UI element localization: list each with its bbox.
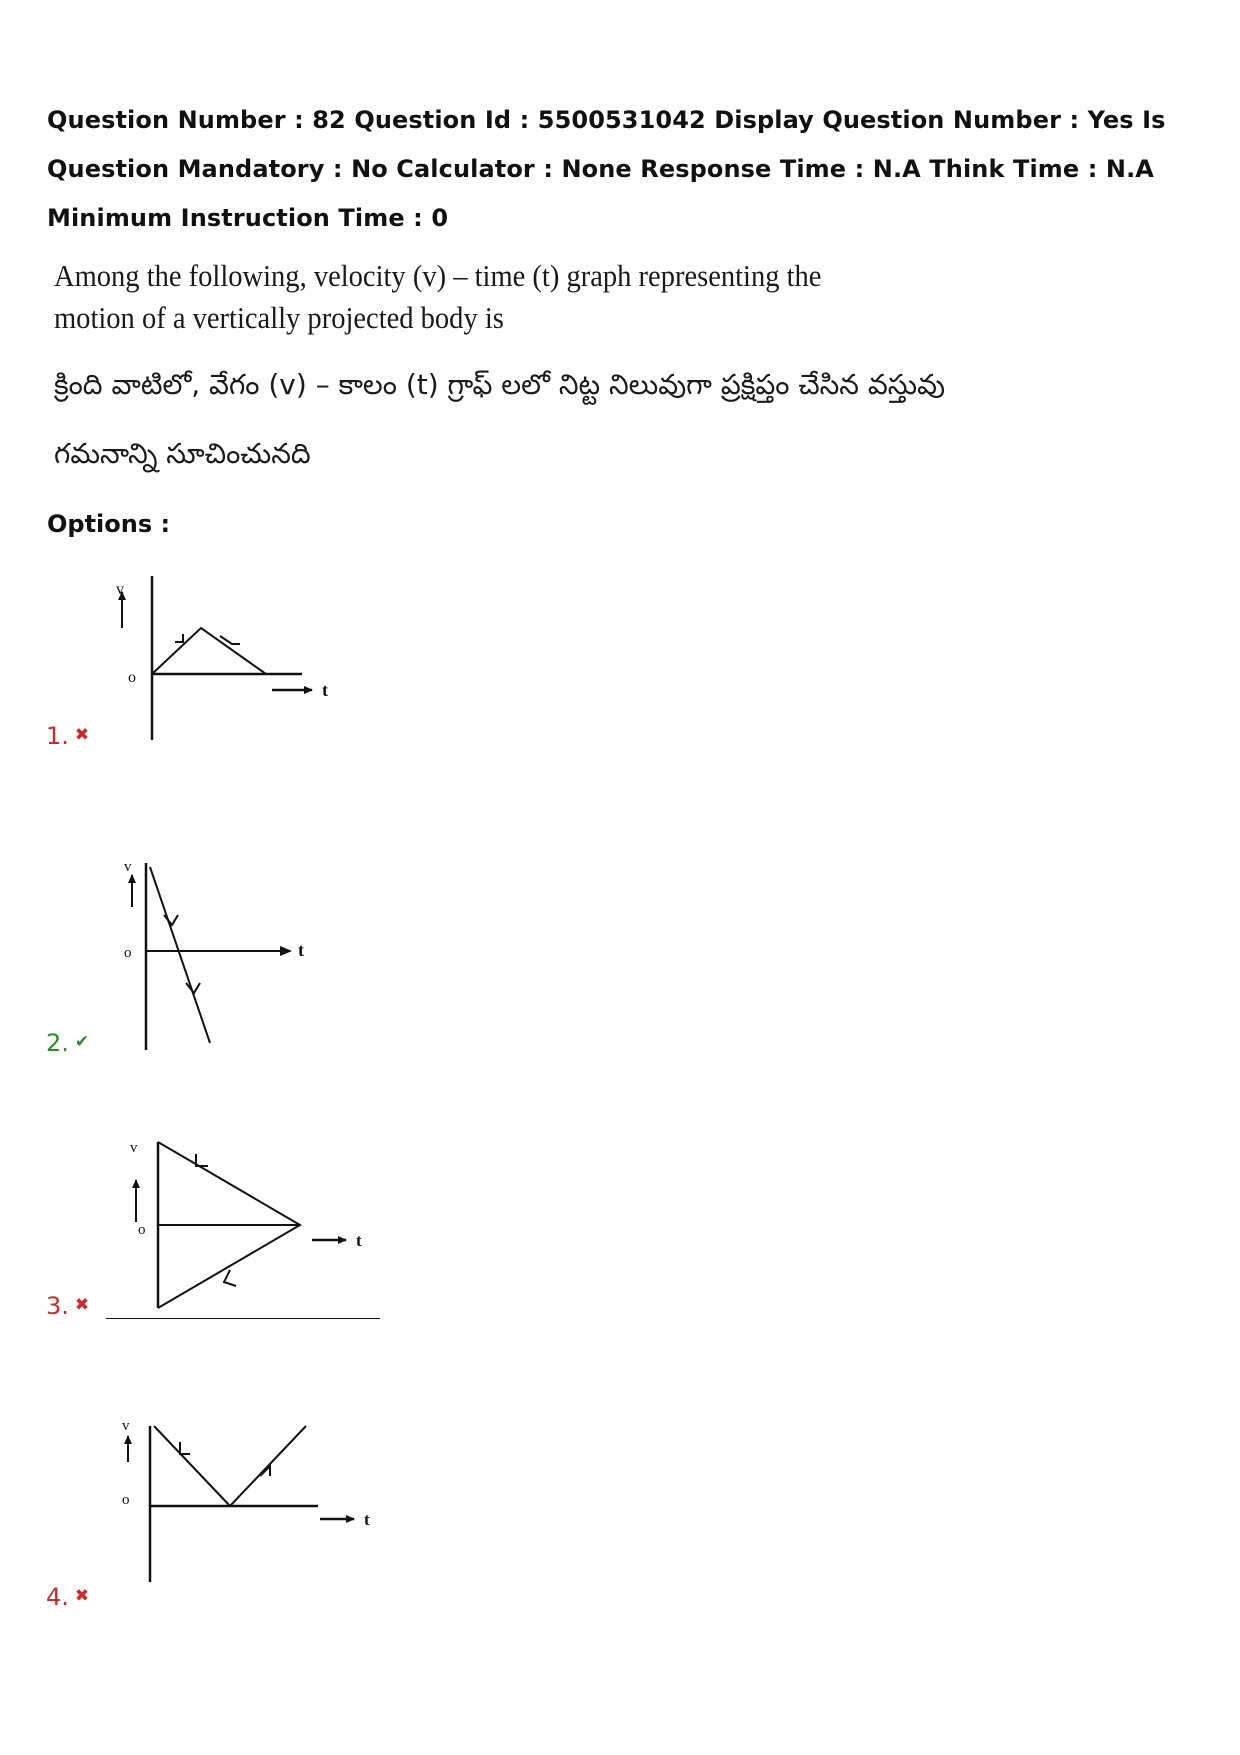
option-number: 3.: [46, 1292, 69, 1320]
origin-label: o: [122, 1492, 130, 1508]
vt-curve: [154, 1426, 306, 1506]
direction-arrow: [164, 915, 178, 925]
t-label: t: [356, 1231, 362, 1250]
v-label: v: [130, 1140, 138, 1156]
t-label: t: [364, 1510, 370, 1529]
option-2[interactable]: [46, 1029, 89, 1057]
correct-mark-icon: ✔: [74, 1032, 90, 1052]
t-arrow-icon: [280, 946, 292, 956]
question-text-telugu-line1: క్రింది వాటిలో, వేగం (v) – కాలం (t) గ్రాఫ్ లలో నిట్ట నిలువుగా ప్రక్షిప్తం చేసిన వస్తువు: [54, 368, 946, 401]
option-3-graph: [100, 1130, 400, 1320]
direction-arrow: [224, 1270, 236, 1286]
question-meta: Question Number : 82 Question Id : 5500531042 Display Question Number : Yes Is Question Mandatory : No Calculator : None Response Time : N.A Think Time : N.A Minimum Instruction Time : 0: [47, 106, 1166, 232]
origin-label: o: [128, 669, 136, 686]
origin-label: o: [124, 945, 132, 961]
wrong-mark-icon: ✖: [74, 1586, 90, 1606]
underline-divider: [106, 1318, 380, 1319]
question-text-telugu-line2: గమనాన్ని సూచించునది: [54, 437, 311, 470]
direction-arrow: [186, 983, 200, 993]
vt-curve: [152, 628, 266, 674]
v-label: v: [122, 1418, 130, 1434]
question-text-english: Among the following, velocity (v) – time (t) graph representing the motion of a vertically projected body is: [54, 258, 822, 335]
option-3[interactable]: [46, 1292, 89, 1320]
t-label: t: [298, 940, 304, 960]
option-4-graph: [100, 1400, 400, 1590]
option-number: 4.: [46, 1583, 69, 1611]
t-label: t: [322, 680, 328, 700]
direction-arrow: [260, 1466, 270, 1476]
vt-curve: [150, 867, 210, 1043]
v-label: v: [124, 859, 132, 875]
direction-arrow: [175, 634, 183, 642]
option-number: 2.: [46, 1029, 69, 1057]
option-4[interactable]: [46, 1583, 89, 1611]
options-label: Options :: [47, 510, 171, 538]
direction-arrow: [180, 1442, 190, 1454]
option-number: 1.: [46, 722, 69, 750]
option-2-graph: [100, 845, 360, 1055]
option-1[interactable]: [46, 722, 89, 750]
v-label: v: [116, 581, 124, 598]
wrong-mark-icon: ✖: [74, 1295, 90, 1315]
origin-label: o: [138, 1222, 146, 1238]
option-1-graph: [100, 570, 360, 750]
wrong-mark-icon: ✖: [74, 725, 90, 745]
